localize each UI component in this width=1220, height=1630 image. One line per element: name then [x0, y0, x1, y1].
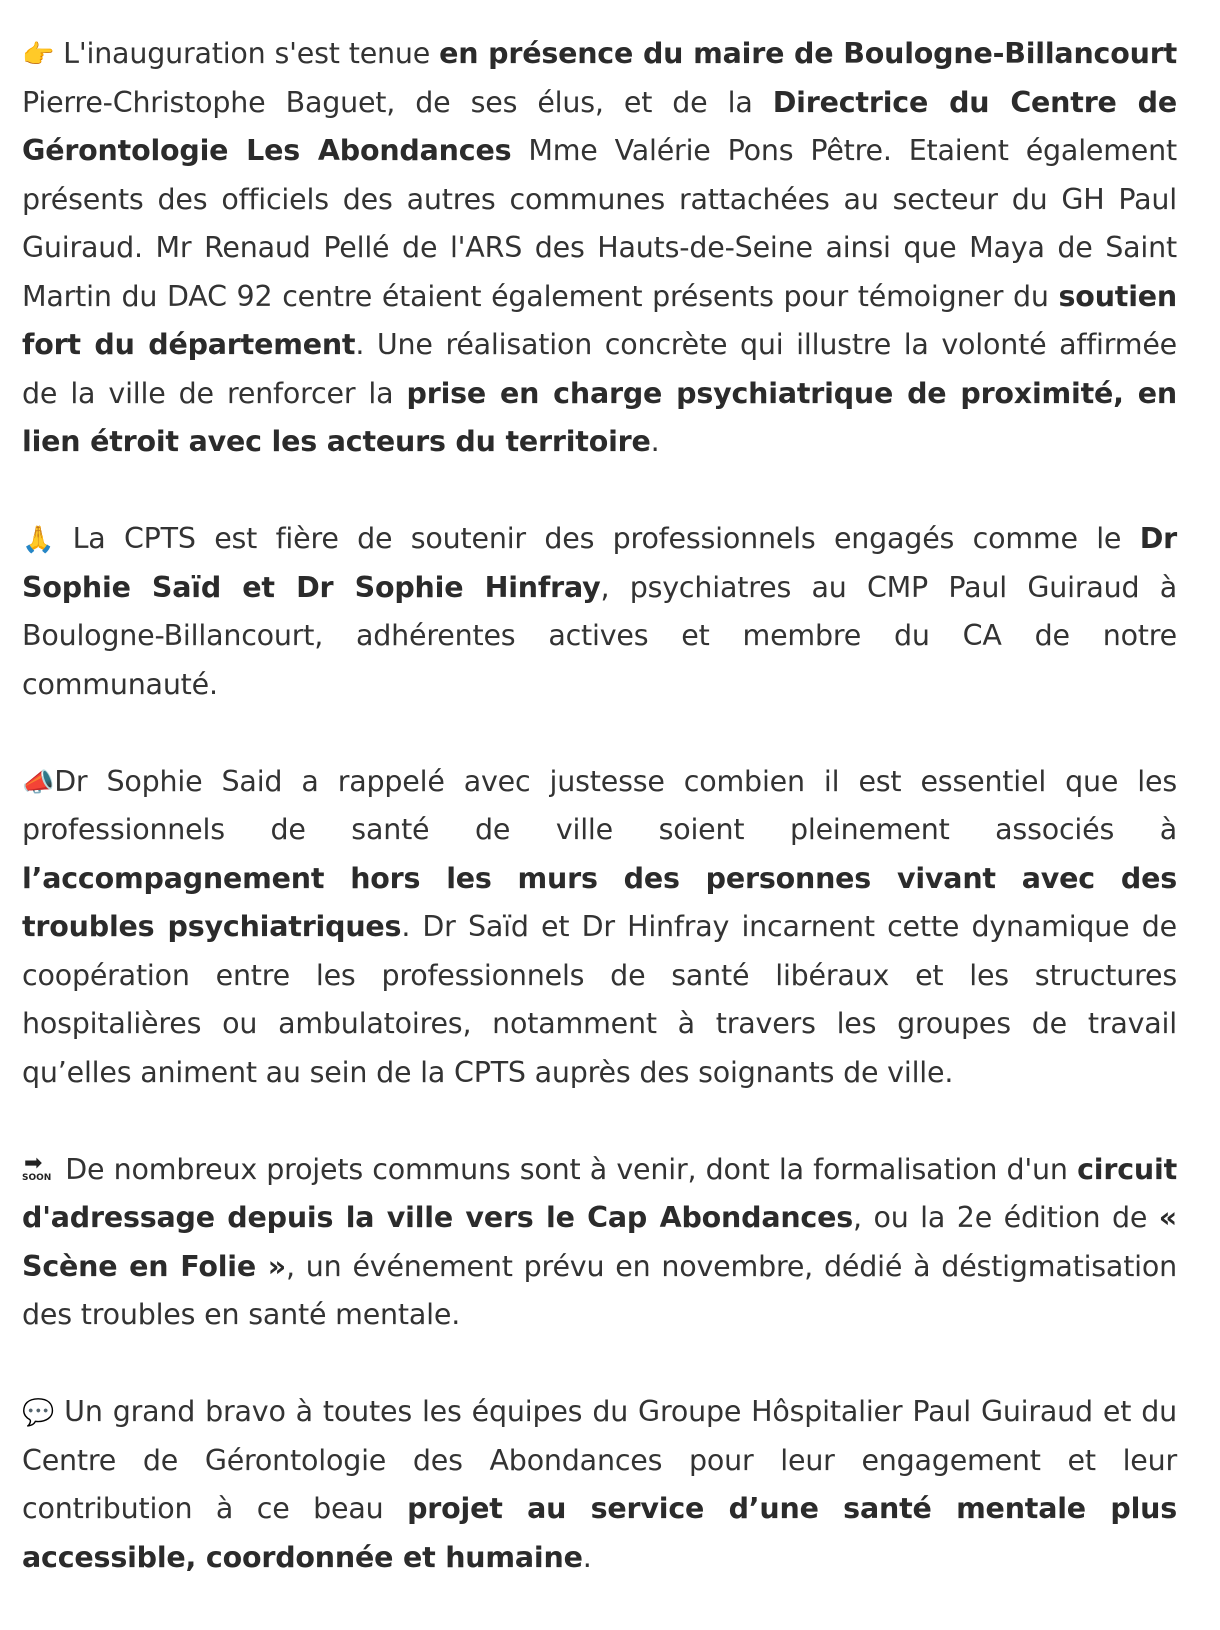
bold-span: « Scène en Folie »: [22, 1201, 1177, 1283]
text-span: De nombreux projets communs sont à venir, dont la formalisation d'un: [56, 1152, 1078, 1186]
text-span: . Dr Saïd et Dr Hinfray incarnent cette dynamique de coopération entre les professionnels de santé libéraux et les structures hospitalières ou ambulatoires, notamment à travers les groupes de travail qu’elles animent au sein de la CPTS auprès des soignants de ville.: [22, 910, 1177, 1089]
text-span: , ou la 2e édition de: [853, 1201, 1159, 1234]
soon-arrow-icon: ➡ SOON: [22, 1150, 52, 1183]
bold-span: soutien fort du département: [22, 279, 1177, 361]
text-span: Un grand bravo à toutes les équipes du Groupe Hôspitalier Paul Guiraud et du Centre de Gérontologie des Abondances pour leur engagement et leur contribution à ce beau: [22, 1395, 1177, 1525]
article-body: [22, 30, 1177, 1582]
folded-hands-icon: 🙏: [22, 525, 55, 555]
text-span: Mme Valérie Pons Pêtre. Etaient également présents des officiels des autres communes rattachées au secteur du GH Paul Guiraud. Mr Renaud Pellé de l'ARS des Hauts-de-Seine ainsi que Maya de Saint Martin du DAC 92 centre étaient également présents pour témoigner du: [22, 134, 1177, 313]
text-span: Dr Sophie Said a rappelé avec justesse combien il est essentiel que les professionnels de santé de ville soient pleinement associés à: [22, 764, 1177, 846]
bold-span: projet au service d’une santé mentale plus accessible, coordonnée et humaine: [22, 1492, 1177, 1574]
bold-span: en présence du maire de Boulogne-Billancourt: [439, 37, 1177, 70]
text-span: . Une réalisation concrète qui illustre la volonté affirmée de la ville de renforcer la: [22, 328, 1177, 410]
speech-bubble-icon: 💬: [22, 1398, 55, 1428]
text-span: Pierre-Christophe Baguet, de ses élus, et de la: [22, 85, 773, 119]
text-span: .: [650, 425, 660, 458]
bold-span: prise en charge psychiatrique de proximité, en lien étroit avec les acteurs du territoire: [22, 376, 1177, 458]
bold-span: Dr Sophie Saïd et Dr Sophie Hinfray: [22, 522, 1177, 604]
paragraph-bravo: [22, 1388, 1177, 1582]
bold-span: Directrice du Centre de Gérontologie Les Abondances: [22, 85, 1177, 167]
text-span: .: [582, 1540, 592, 1574]
pointing-hand-icon: 👉: [22, 40, 55, 70]
paragraph-cpts-support: [22, 515, 1177, 709]
bold-span: circuit d'adressage depuis la ville vers le Cap Abondances: [22, 1152, 1177, 1234]
bold-span: l’accompagnement hors les murs des personnes vivant avec des troubles psychiatriques: [22, 861, 1177, 943]
paragraph-inauguration: [22, 30, 1177, 467]
text-span: La CPTS est fière de soutenir des professionnels engagés comme le: [54, 522, 1140, 555]
text-span: , psychiatres au CMP Paul Guiraud à Boulogne-Billancourt, adhérentes actives et membre du CA de notre communauté.: [22, 570, 1177, 701]
paragraph-dr-said: [22, 758, 1177, 1098]
megaphone-icon: 📣: [22, 767, 55, 798]
text-span: , un événement prévu en novembre, dédié à déstigmatisation des troubles en santé mentale.: [22, 1249, 1177, 1331]
text-span: L'inauguration s'est tenue: [54, 37, 440, 70]
paragraph-projects: [22, 1146, 1177, 1340]
